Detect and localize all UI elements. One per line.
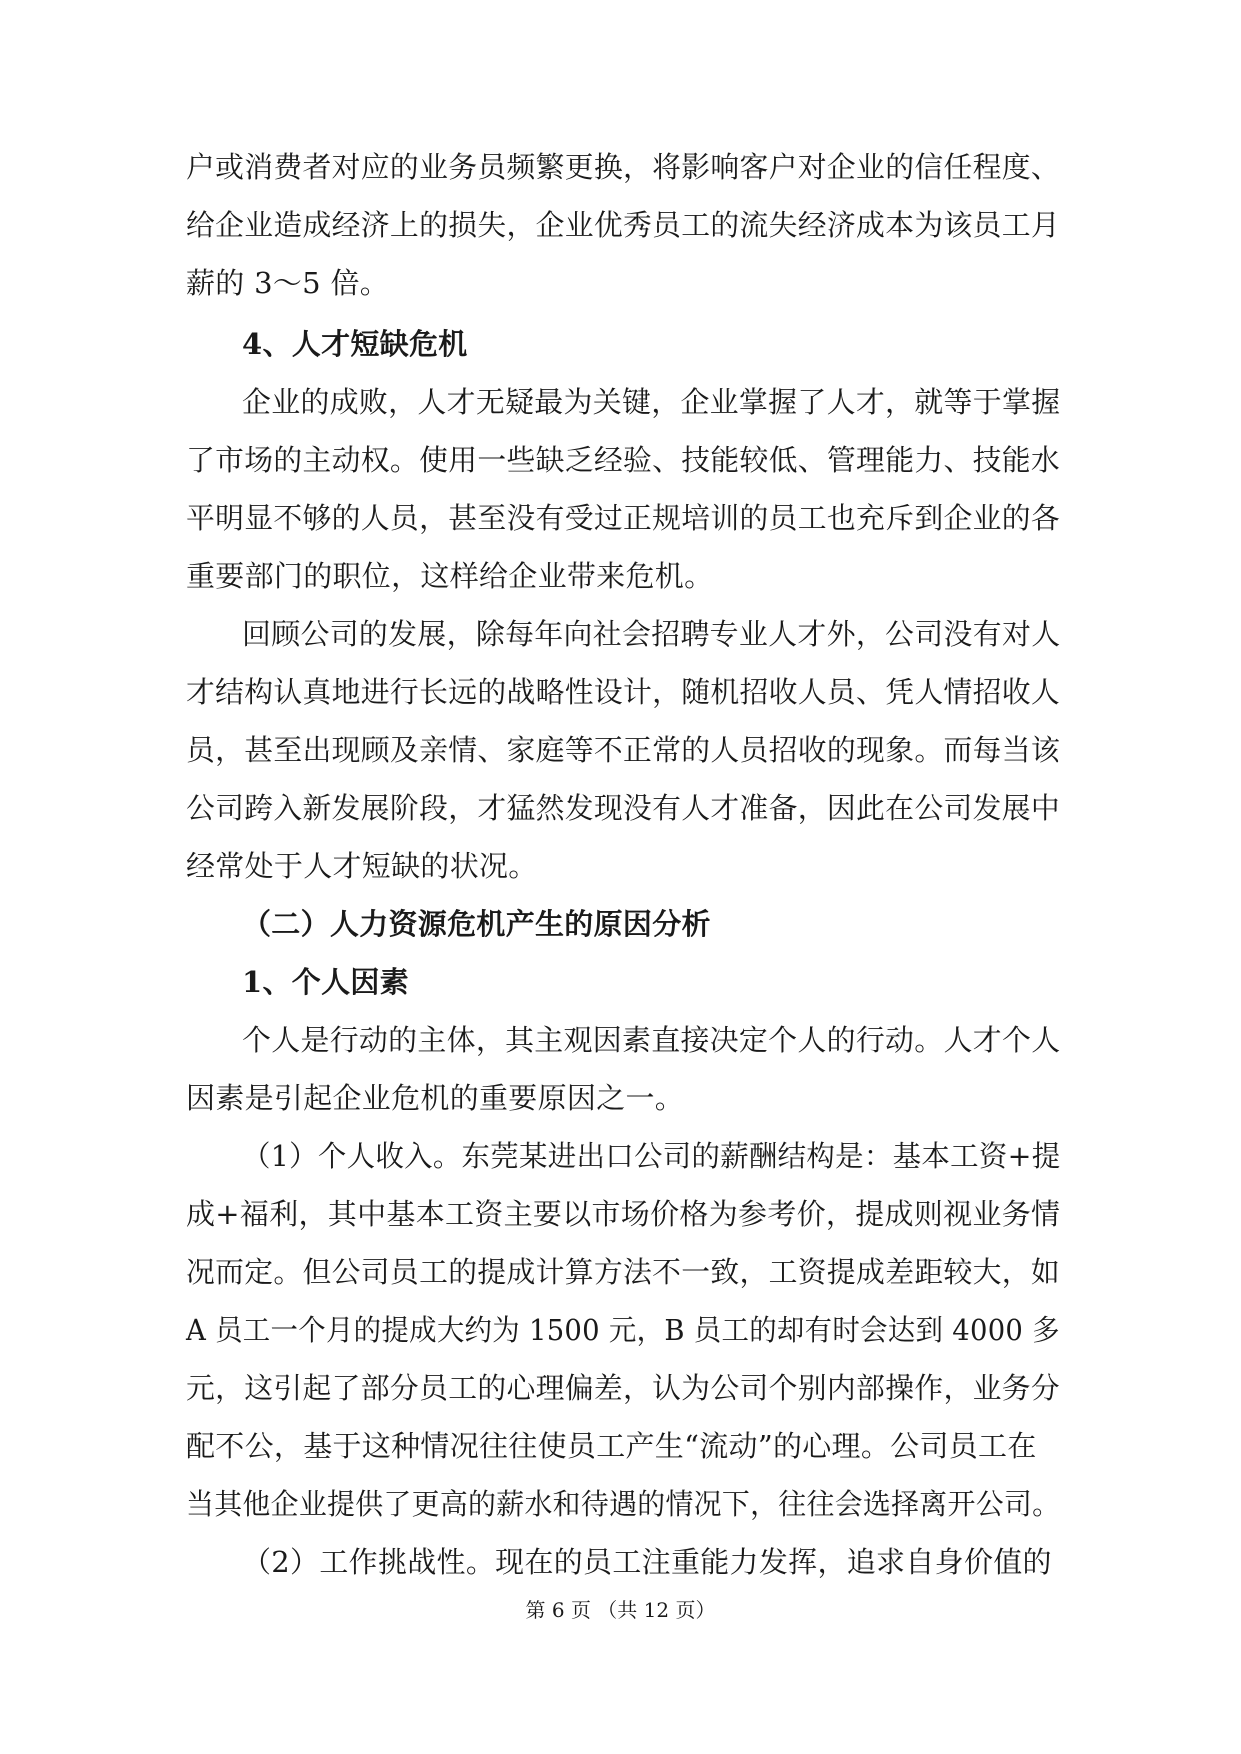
body-line: 配不公，基于这种情况往往使员工产生“流动”的心理。公司员工在 — [186, 1429, 1037, 1463]
paragraph-first-line: （2）工作挑战性。现在的员工注重能力发挥，追求自身价值的 — [242, 1545, 1052, 1579]
body-line: 户或消费者对应的业务员频繁更换，将影响客户对企业的信任程度、 — [186, 150, 1061, 184]
section-heading: 1、个人因素 — [242, 965, 409, 999]
body-line: 因素是引起企业危机的重要原因之一。 — [186, 1081, 685, 1115]
body-line: 元，这引起了部分员工的心理偏差，认为公司个别内部操作，业务分 — [186, 1371, 1061, 1405]
body-line: 况而定。但公司员工的提成计算方法不一致，工资提成差距较大，如 — [186, 1255, 1061, 1289]
section-heading: 4、人才短缺危机 — [242, 327, 468, 361]
paragraph-first-line: 企业的成败，人才无疑最为关键，企业掌握了人才，就等于掌握 — [242, 385, 1061, 419]
body-line: 成+福利，其中基本工资主要以市场价格为参考价，提成则视业务情 — [186, 1197, 1061, 1231]
body-line: 经常处于人才短缺的状况。 — [186, 849, 538, 883]
body-line: 薪的 3～5 倍。 — [186, 266, 390, 300]
page-number-footer: 第 6 页 （共 12 页） — [525, 1598, 716, 1622]
paragraph-first-line: 个人是行动的主体，其主观因素直接决定个人的行动。人才个人 — [242, 1023, 1061, 1057]
body-line: 公司跨入新发展阶段，才猛然发现没有人才准备，因此在公司发展中 — [186, 791, 1061, 825]
body-line: 给企业造成经济上的损失，企业优秀员工的流失经济成本为该员工月 — [186, 208, 1061, 242]
paragraph-first-line: （1）个人收入。东莞某进出口公司的薪酬结构是：基本工资+提 — [242, 1139, 1061, 1173]
chapter-heading: （二）人力资源危机产生的原因分析 — [242, 907, 711, 941]
paragraph-first-line: 回顾公司的发展，除每年向社会招聘专业人才外，公司没有对人 — [242, 617, 1061, 651]
body-line: A 员工一个月的提成大约为 1500 元，B 员工的却有时会达到 4000 多 — [186, 1313, 1060, 1347]
body-line: 了市场的主动权。使用一些缺乏经验、技能较低、管理能力、技能水 — [186, 443, 1061, 477]
body-line: 员，甚至出现顾及亲情、家庭等不正常的人员招收的现象。而每当该 — [186, 733, 1061, 767]
body-line: 平明显不够的人员，甚至没有受过正规培训的员工也充斥到企业的各 — [186, 501, 1061, 535]
body-line: 重要部门的职位，这样给企业带来危机。 — [186, 559, 714, 593]
body-line: 才结构认真地进行长远的战略性设计，随机招收人员、凭人情招收人 — [186, 675, 1061, 709]
body-line: 当其他企业提供了更高的薪水和待遇的情况下，往往会选择离开公司。 — [186, 1487, 1061, 1521]
